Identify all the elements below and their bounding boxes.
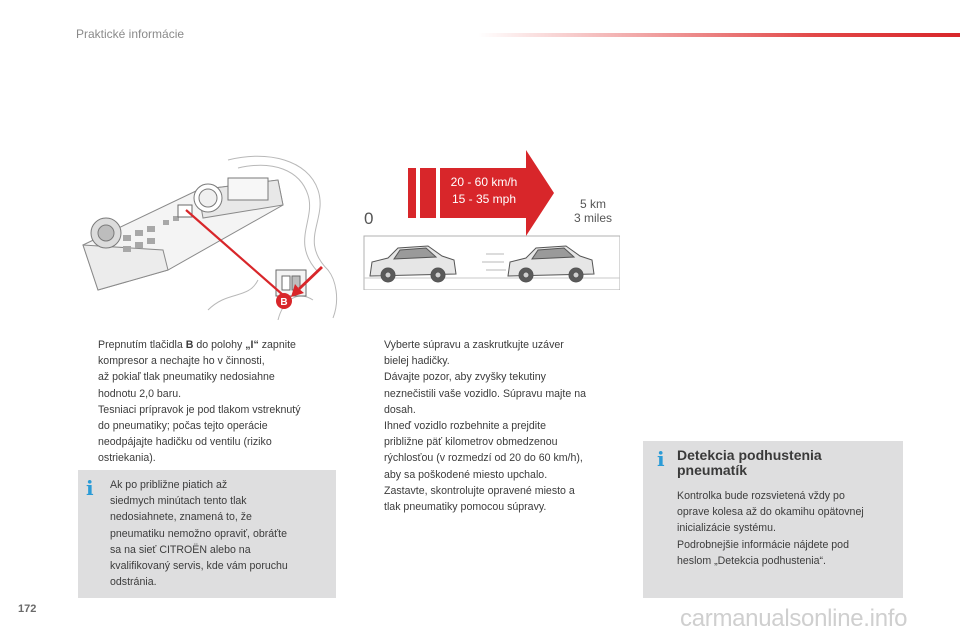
info-icon: i	[86, 476, 94, 500]
middle-column	[364, 337, 626, 515]
start-distance-label: 0	[364, 209, 374, 228]
left-column	[78, 337, 342, 467]
compressor-reel	[91, 218, 121, 248]
page-number: 172	[18, 603, 37, 615]
instruction-line: až pokiaľ tlak pneumatiky nedosiahne	[98, 371, 275, 384]
instruction-bullet: Zastavte, skontrolujte opravené miesto a tlak pneumatiky pomocou súpravy.	[384, 484, 575, 514]
instruction-line: Prepnutím tlačidla B do polohy „I“ zapnite	[98, 339, 296, 351]
instruction-bullet: Vyberte súpravu a zaskrutkujte uzáver bielej hadičky. Dávajte pozor, aby zvyšky tekutiny neznečistili vaše vozidlo. Súpravu majte na dosah.	[384, 339, 586, 416]
speed-distance-illustration	[358, 148, 620, 290]
header-accent-bar	[478, 33, 960, 37]
info-box-pressure	[78, 470, 336, 598]
distance-miles-label: 3 miles	[574, 211, 613, 225]
info-icon: i	[657, 447, 665, 471]
instruction-line: kompresor a nechajte ho v činnosti,	[98, 355, 265, 368]
instruction-line: hodnotu 2,0 baru.	[98, 387, 182, 400]
position-reference: „I“	[245, 339, 259, 351]
compressor-illustration	[78, 150, 340, 320]
distance-km-label: 5 km	[580, 197, 607, 211]
page-header-title: Praktické informácie	[76, 27, 185, 41]
button-b-label: B	[280, 297, 288, 308]
info-text: Ak po približne piatich až siedmych minútach tento tlak nedosiahnete, znamená to, že pneumatiku nemožno opraviť, obráťte sa na sieť CITROËN alebo na kvalifikovaný servis, kde vám poruchu odstránia.	[110, 479, 288, 589]
instruction-bullet: Ihneď vozidlo rozbehnite a prejdite približne päť kilometrov obmedzenou rýchlosťou (v rozmedzí od 20 do 60 km/h), aby sa poškodené miesto upchalo.	[384, 420, 583, 481]
instruction-bullet	[78, 337, 342, 467]
instruction-line: neodpájajte hadičku od ventilu (riziko	[98, 436, 272, 449]
info-box-underinflation-detection	[643, 441, 903, 598]
speed-kmh-label: 20 - 60 km/h	[450, 175, 518, 189]
info-heading: Detekcia podhustenia pneumatík	[677, 447, 822, 478]
instruction-line: do pneumatiky; počas tejto operácie	[98, 420, 268, 433]
instruction-line: ostriekania).	[98, 452, 156, 465]
speed-mph-label: 15 - 35 mph	[451, 192, 517, 206]
instruction-line: Tesniaci prípravok je pod tlakom vstreknutý	[98, 403, 301, 416]
button-b-reference: B	[185, 339, 194, 351]
info-text: Kontrolka bude rozsvietená vždy po oprave kolesa až do okamihu opätovnej inicializácie systému. Podrobnejšie informácie nájdete pod heslom „Detekcia podhustenia“.	[677, 490, 864, 567]
watermark: carmanualsonline.info	[680, 605, 908, 632]
